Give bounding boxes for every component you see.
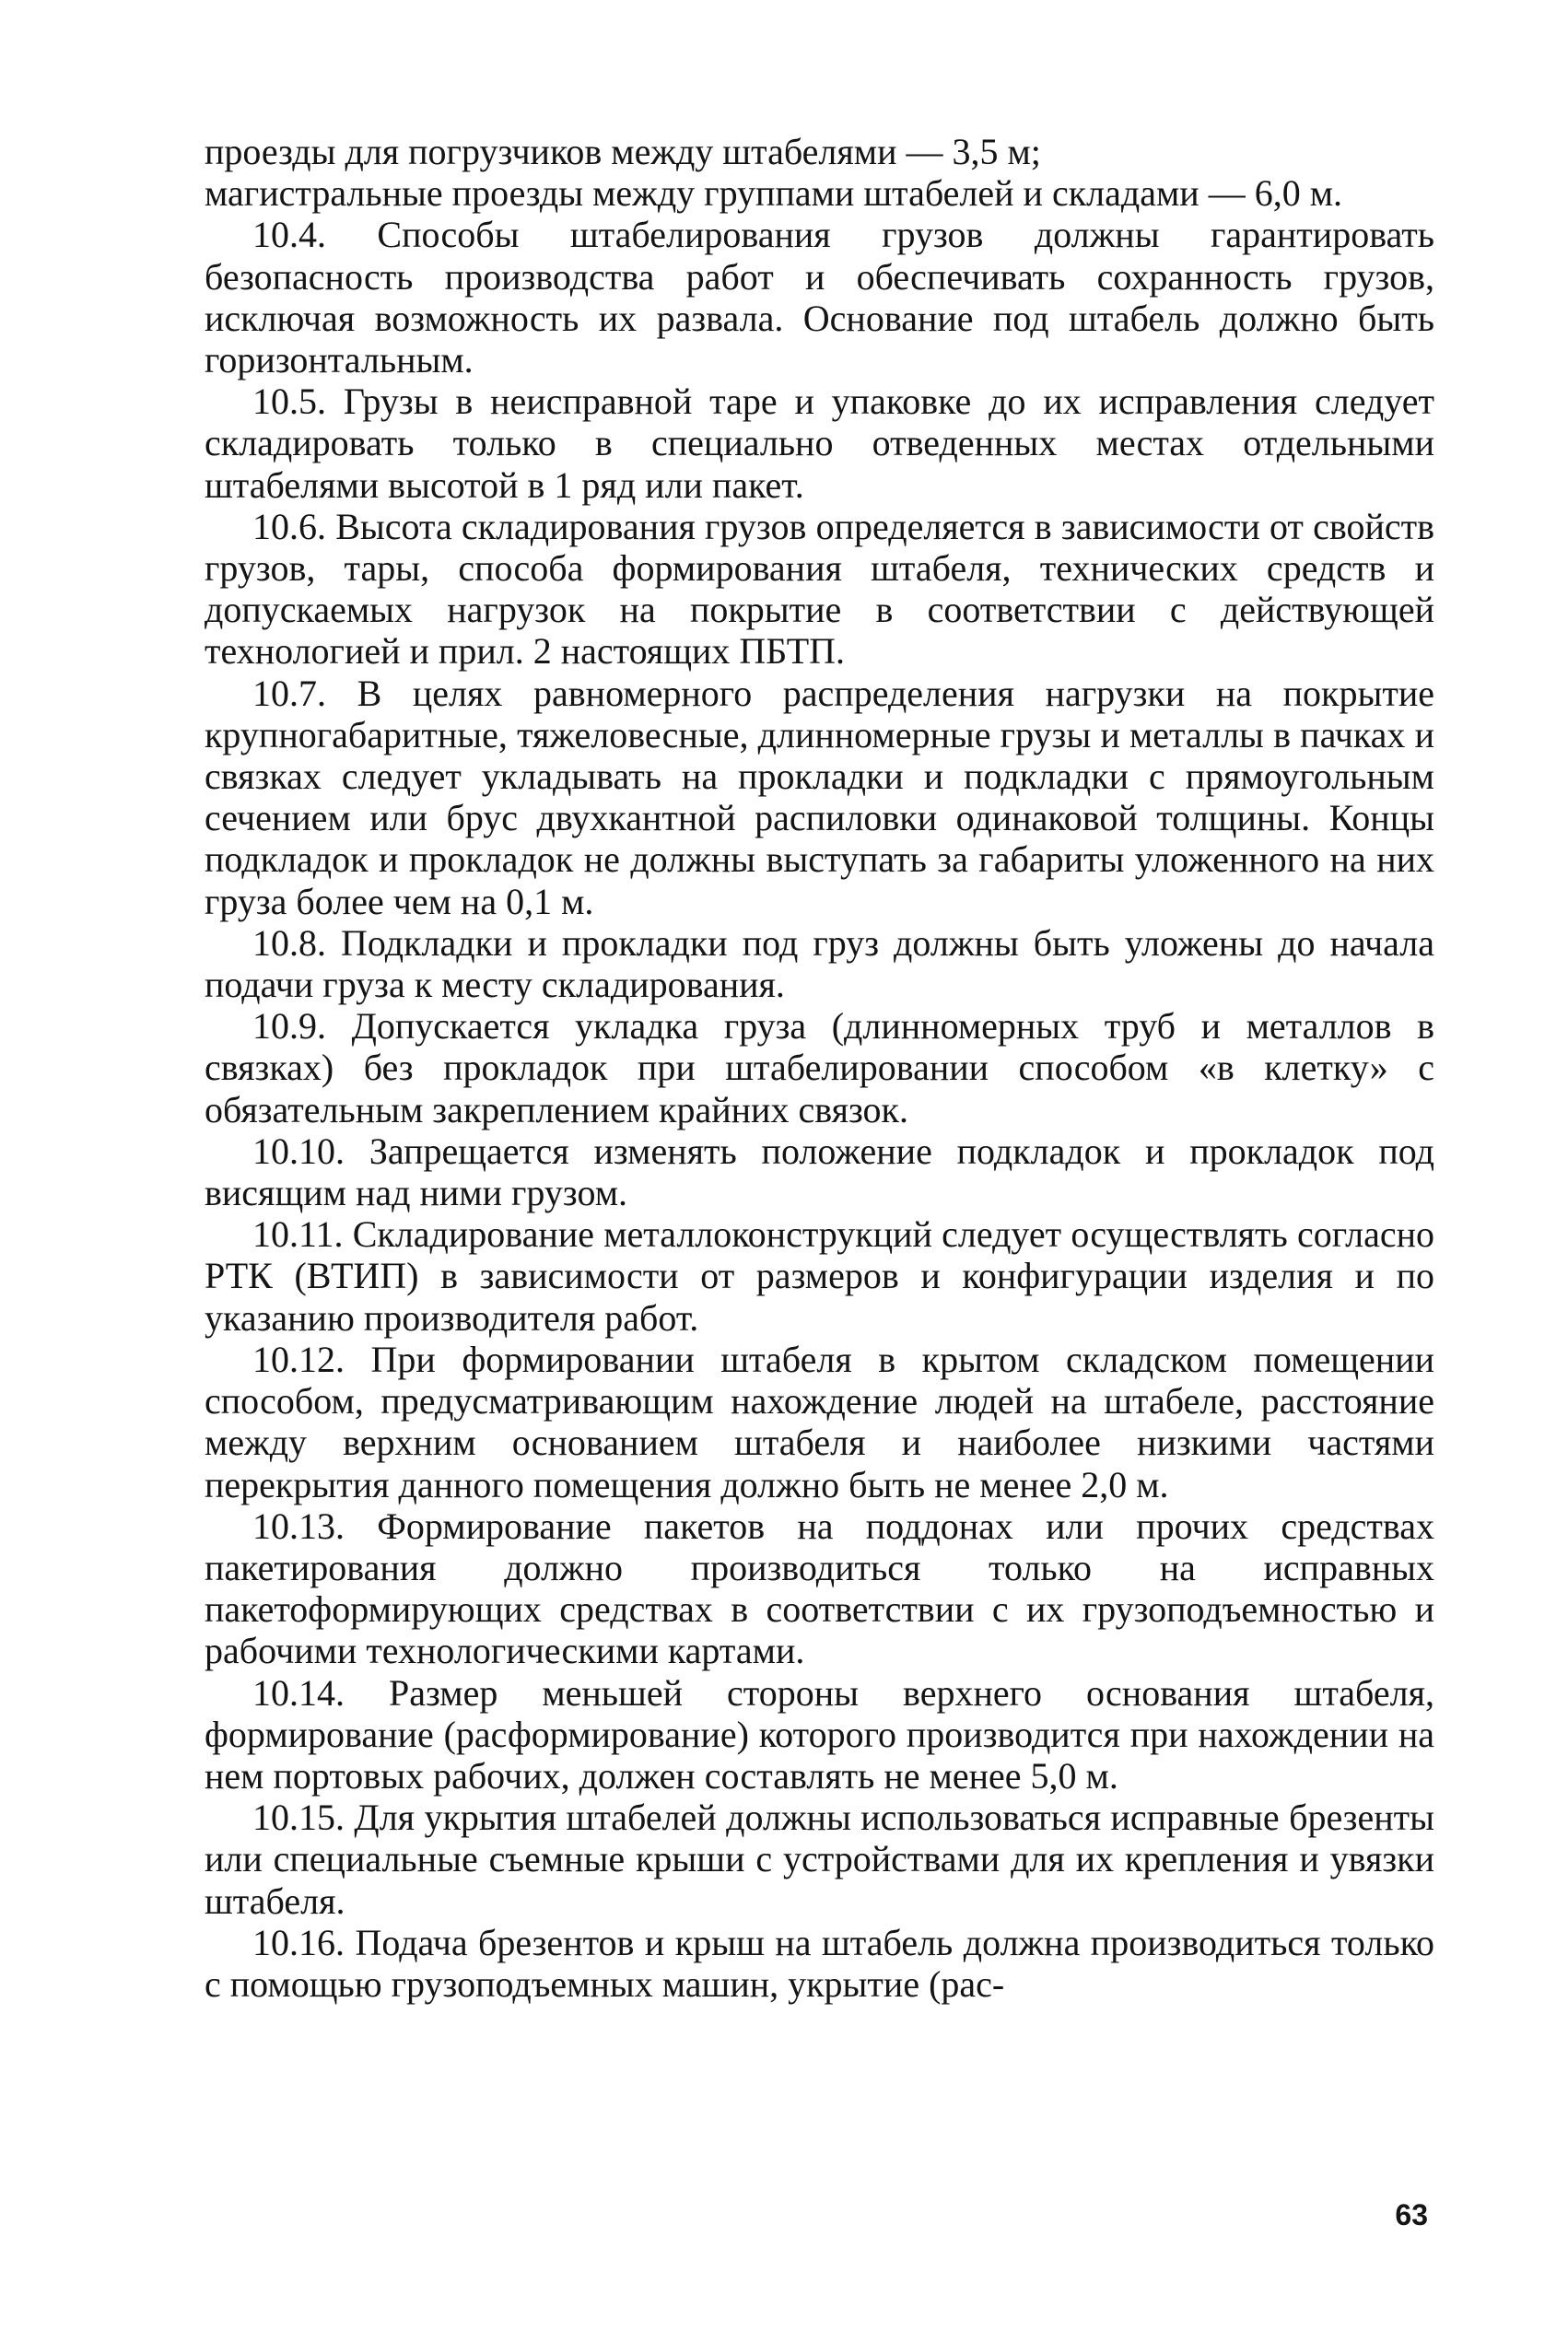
paragraph-10-15: 10.15. Для укрытия штабелей должны использоваться исправные брезенты или специальные съемные крыши с устройствами для их крепления и увязки штабеля. [205,1797,1434,1922]
paragraph-10-14: 10.14. Размер меньшей стороны верхнего основания штабеля, формирование (расформирование) которого производится при нахождении на нем портовых рабочих, должен составлять не менее 5,0 м. [205,1671,1434,1797]
paragraph-10-13: 10.13. Формирование пакетов на поддонах или прочих средствах пакетирования должно производиться только на исправных пакетоформирующих средствах в соответствии с их грузоподъемностью и рабочими технологическими картами. [205,1505,1434,1672]
paragraph-10-8: 10.8. Подкладки и прокладки под груз должны быть уложены до начала подачи груза к месту складирования. [205,921,1434,1006]
paragraph-10-10: 10.10. Запрещается изменять положение подкладок и прокладок под висящим над ними грузом. [205,1130,1434,1214]
paragraph-10-9: 10.9. Допускается укладка груза (длинномерных труб и металлов в связках) без прокладок при штабелировании способом «в клетку» с обязательным закреплением крайних связок. [205,1005,1434,1130]
paragraph-loader-passages: проезды для погрузчиков между штабелями — 3,5 м; [205,131,1041,172]
paragraph-10-11: 10.11. Складирование металлоконструкций следует осуществлять согласно РТК (ВТИП) в зависимости от размеров и конфигурации изделия и по указанию производителя работ. [205,1213,1434,1339]
page-number: 63 [1395,2198,1428,2231]
paragraph-main-passages: магистральные проезды между группами штабелей и складами — 6,0 м. [205,172,1342,215]
paragraph-10-6: 10.6. Высота складирования грузов определяется в зависимости от свойств грузов, тары, способа формирования штабеля, технических средств и допускаемых нагрузок на покрытие в соответствии с действующей технологией и прил. 2 настоящих ПБТП. [205,505,1434,673]
body-text [205,131,1434,2005]
paragraph-10-4: 10.4. Способы штабелирования грузов должны гарантировать безопасность производства работ и обеспечивать сохранность грузов, исключая возможность их развала. Основание под штабель должно быть горизонтальным. [205,214,1434,381]
paragraph-10-7: 10.7. В целях равномерного распределения нагрузки на покрытие крупногабаритные, тяжеловесные, длинномерные грузы и металлы в пачках и связках следует укладывать на прокладки и подкладки с прямоугольным сечением или брус двухкантной распиловки одинаковой толщины. Концы подкладок и прокладок не должны выступать за габариты уложенного на них груза более чем на 0,1 м. [205,672,1434,922]
paragraph-10-5: 10.5. Грузы в неисправной таре и упаковке до их исправления следует складировать только в специально отведенных местах отдельными штабелями высотой в 1 ряд или пакет. [205,381,1434,506]
paragraph-10-16: 10.16. Подача брезентов и крыш на штабель должна производиться только с помощью грузоподъемных машин, укрытие (рас- [205,1921,1434,2005]
paragraph-10-12: 10.12. При формировании штабеля в крытом складском помещении способом, предусматривающим нахождение людей на штабеле, расстояние между верхним основанием штабеля и наиболее низкими частями перекрытия данного помещения должно быть не менее 2,0 м. [205,1338,1434,1505]
